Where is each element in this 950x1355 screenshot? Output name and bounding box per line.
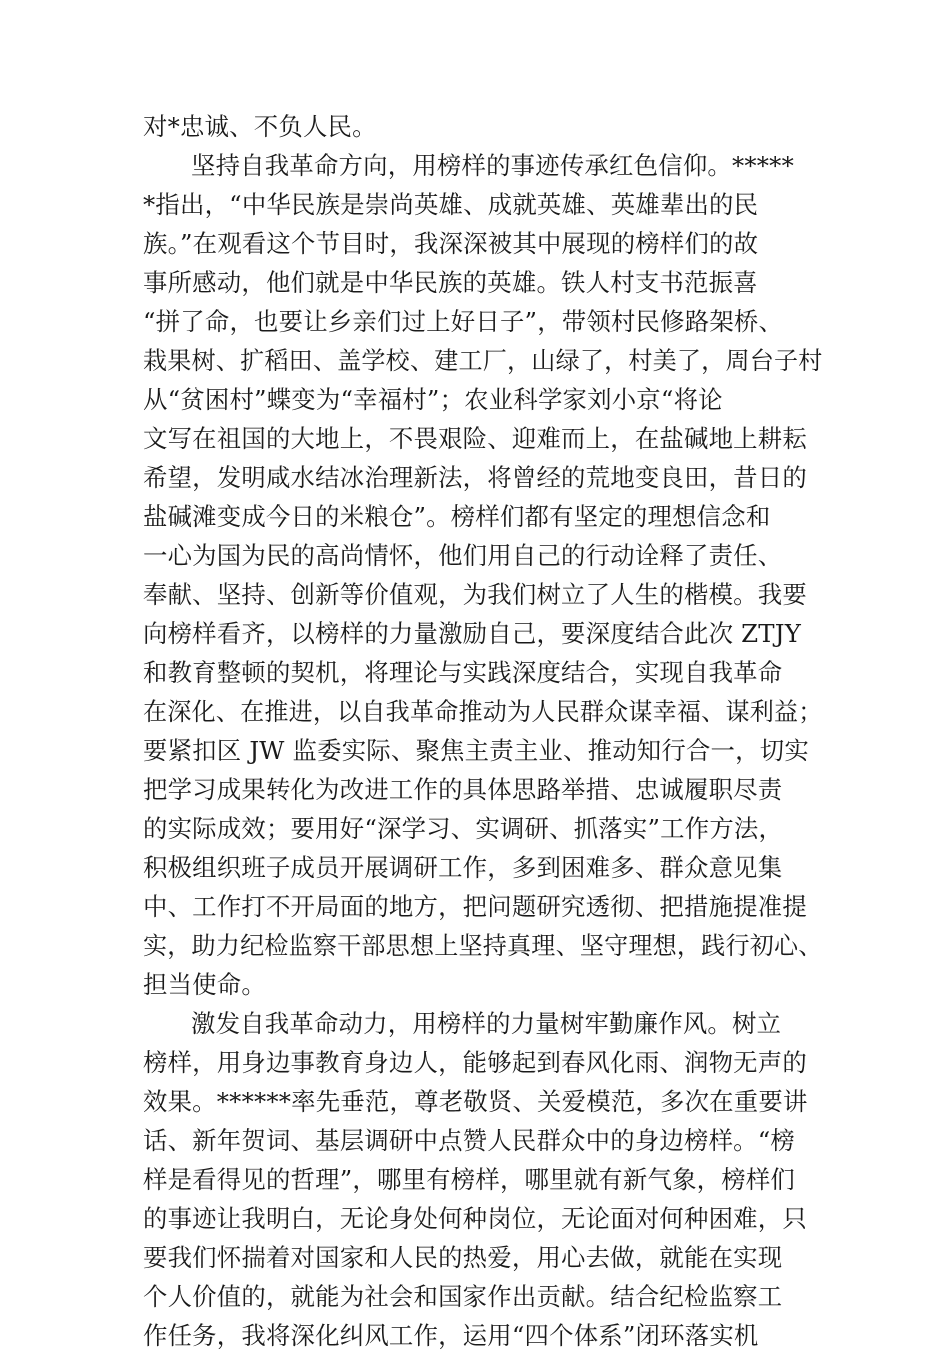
text-line: 中、工作打不开局面的地方，把问题研究透彻、把措施提准提 xyxy=(143,892,807,921)
text-line: 向榜样看齐，以榜样的力量激励自己，要深度结合此次 ZTJY xyxy=(143,619,802,648)
text-line: 和教育整顿的契机，将理论与实践深度结合，实现自我革命 xyxy=(143,658,783,687)
text-line: 样是看得见的哲理”，哪里有榜样，哪里就有新气象，榜样们 xyxy=(143,1165,796,1194)
text-line: 文写在祖国的大地上，不畏艰险、迎难而上，在盐碱地上耕耘 xyxy=(143,424,807,453)
text-line: 希望，发明咸水结冰治理新法，将曾经的荒地变良田，昔日的 xyxy=(143,463,807,492)
text-line: 话、新年贺词、基层调研中点赞人民群众中的身边榜样。“榜 xyxy=(143,1126,796,1155)
text-line: 效果。******率先垂范，尊老敬贤、关爱模范，多次在重要讲 xyxy=(143,1087,808,1116)
text-line: 积极组织班子成员开展调研工作，多到困难多、群众意见集 xyxy=(143,853,783,882)
paragraph-first-line: 激发自我革命动力，用榜样的力量树牢勤廉作风。树立 xyxy=(191,1009,782,1038)
text-line: 一心为国为民的高尚情怀，他们用自己的行动诠释了责任、 xyxy=(143,541,783,570)
text-line: “拼了命，也要让乡亲们过上好日子”，带领村民修路架桥、 xyxy=(143,307,784,336)
text-line: 实，助力纪检监察干部思想上坚持真理、坚守理想，践行初心、 xyxy=(143,931,823,960)
text-line: 榜样，用身边事教育身边人，能够起到春风化雨、润物无声的 xyxy=(143,1048,807,1077)
text-line: 要紧扣区 JW 监委实际、聚焦主责主业、推动知行合一，切实 xyxy=(143,736,809,765)
text-line: 的实际成效；要用好“深学习、实调研、抓落实”工作方法， xyxy=(143,814,784,843)
text-line: *指出，“中华民族是崇尚英雄、成就英雄、英雄辈出的民 xyxy=(143,190,759,219)
text-line: 栽果树、扩稻田、盖学校、建工厂，山绿了，村美了，周台子村 xyxy=(143,346,823,375)
text-line: 事所感动，他们就是中华民族的英雄。铁人村支书范振喜 xyxy=(143,268,758,297)
text-line: 个人价值的，就能为社会和国家作出贡献。结合纪检监察工 xyxy=(143,1282,783,1311)
text-line: 盐碱滩变成今日的米粮仓”。榜样们都有坚定的理想信念和 xyxy=(143,502,771,531)
text-line: 作任务，我将深化纠风工作，运用“四个体系”闭环落实机 xyxy=(143,1321,759,1350)
text-line: 奉献、坚持、创新等价值观，为我们树立了人生的楷模。我要 xyxy=(143,580,807,609)
paragraph-first-line: 坚持自我革命方向，用榜样的事迹传承红色信仰。***** xyxy=(191,151,794,180)
text-line: 从“贫困村”蝶变为“幸福村”；农业科学家刘小京“将论 xyxy=(143,385,723,414)
text-line: 的事迹让我明白，无论身处何种岗位，无论面对何种困难，只 xyxy=(143,1204,807,1233)
text-line: 在深化、在推进，以自我革命推动为人民群众谋幸福、谋利益； xyxy=(143,697,823,726)
text-line: 对*忠诚、不负人民。 xyxy=(143,112,377,141)
text-line: 要我们怀揣着对国家和人民的热爱，用心去做，就能在实现 xyxy=(143,1243,783,1272)
document-body xyxy=(143,107,823,1355)
text-line: 把学习成果转化为改进工作的具体思路举措、忠诚履职尽责 xyxy=(143,775,783,804)
text-line: 族。”在观看这个节目时，我深深被其中展现的榜样们的故 xyxy=(143,229,759,258)
text-line: 担当使命。 xyxy=(143,970,266,999)
